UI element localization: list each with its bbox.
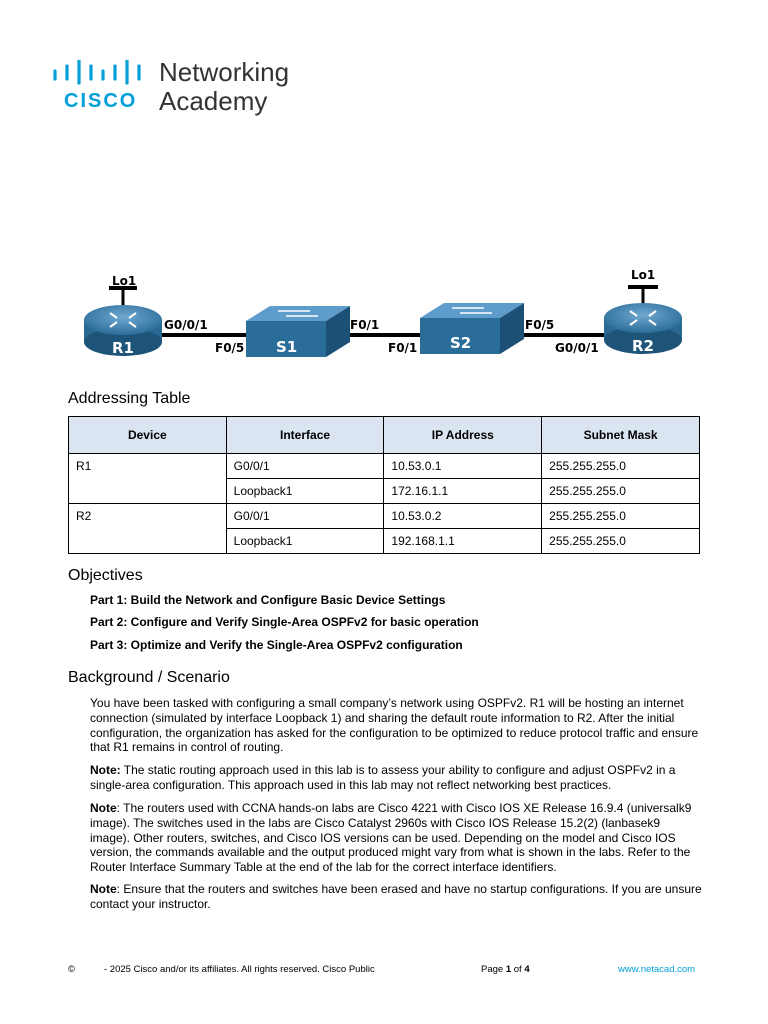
addressing-table-heading: Addressing Table (68, 390, 191, 407)
objective-part-1: Part 1: Build the Network and Configure Basic Device Settings (90, 593, 446, 607)
cell-interface: Loopback1 (226, 479, 384, 504)
table-row (69, 504, 700, 529)
column-header: Subnet Mask (542, 417, 700, 454)
switch-s1-icon (246, 306, 350, 357)
cell-mask: 255.255.255.0 (542, 479, 700, 504)
objective-part-2: Part 2: Configure and Verify Single-Area OSPFv2 for basic operation (90, 615, 479, 629)
note-text: : Ensure that the routers and switches have been erased and have no startup configurations. If you are unsure contact your instructor. (90, 882, 702, 911)
cell-device: R2 (69, 504, 227, 529)
note-label: Note: (90, 763, 121, 777)
cell-ip: 172.16.1.1 (384, 479, 542, 504)
addressing-table (68, 416, 700, 554)
cisco-wordmark: CISCO (64, 90, 138, 112)
cell-ip: 10.53.0.2 (384, 504, 542, 529)
note-erase (90, 882, 702, 912)
router-r2-label: R2 (632, 337, 654, 355)
port-s1-f05: F0/5 (215, 341, 245, 355)
note-text: The static routing approach used in this lab is to assess your ability to configure and adjust OSPFv2 in a single-area configuration. This approach used in this lab may not reflect networking best practices. (90, 763, 676, 792)
column-header: IP Address (384, 417, 542, 454)
table-header-row (69, 417, 700, 454)
cell-device: R1 (69, 454, 227, 479)
table-row (69, 529, 700, 554)
cell-mask: 255.255.255.0 (542, 529, 700, 554)
logo-networking: Networking (159, 57, 290, 87)
r1-loopback-label: Lo1 (112, 274, 137, 288)
cell-mask: 255.255.255.0 (542, 454, 700, 479)
column-header: Device (69, 417, 227, 454)
table-row (69, 454, 700, 479)
cell-interface: G0/0/1 (226, 454, 384, 479)
port-s1-f01: F0/1 (350, 318, 380, 332)
note-static-routing (90, 763, 702, 793)
cisco-bars-icon (52, 60, 147, 86)
cell-device (69, 529, 227, 554)
note-label: Note (90, 882, 117, 896)
switch-s2-label: S2 (450, 334, 472, 352)
netacad-link[interactable]: www.netacad.com (618, 964, 696, 975)
logo-academy: Academy (159, 86, 268, 116)
cell-ip: 10.53.0.1 (384, 454, 542, 479)
r1-loopback-icon (109, 288, 137, 305)
cell-mask: 255.255.255.0 (542, 504, 700, 529)
objectives-heading: Objectives (68, 567, 143, 584)
port-s2-f01: F0/1 (388, 341, 418, 355)
port-r1-g001: G0/0/1 (164, 318, 208, 332)
cisco-networking-academy-logo (52, 58, 312, 118)
copyright-text: - 2025 Cisco and/or its affiliates. All rights reserved. Cisco Public (104, 964, 375, 975)
table-row (69, 479, 700, 504)
r2-loopback-label: Lo1 (631, 268, 656, 282)
background-heading: Background / Scenario (68, 669, 230, 686)
r2-loopback-icon (628, 287, 658, 303)
note-label: Note (90, 801, 117, 815)
network-topology-diagram (60, 255, 700, 370)
port-s2-f05: F0/5 (525, 318, 555, 332)
page-number: Page 1 of 4 (481, 964, 530, 975)
cell-device (69, 479, 227, 504)
cell-interface: Loopback1 (226, 529, 384, 554)
switch-s1-label: S1 (276, 338, 298, 356)
objective-part-3: Part 3: Optimize and Verify the Single-Area OSPFv2 configuration (90, 638, 463, 652)
background-paragraph: You have been tasked with configuring a small company’s network using OSPFv2. R1 will be hosting an internet connection (simulated by interface Loopback 1) and sharing the default route information to R2. After the initial configuration, the organization has asked for the configuration to be optimized to reduce protocol traffic and ensure that R1 remains in control of routing. (90, 696, 699, 755)
port-r2-g001: G0/0/1 (555, 341, 599, 355)
cell-interface: G0/0/1 (226, 504, 384, 529)
column-header: Interface (226, 417, 384, 454)
note-equipment (90, 801, 702, 875)
note-text: : The routers used with CCNA hands-on labs are Cisco 4221 with Cisco IOS XE Release 16.9.4 (universalk9 image). The switches used in the labs are Cisco Catalyst 2960s with Cisco IOS Release 15.2(2) (lanbasek9 image). Other routers, switches, and Cisco IOS versions can be used. Depending on the model and Cisco IOS version, the commands available and the output produced might vary from what is shown in the labs. Refer to the Router Interface Summary Table at the end of the lab for the correct interface identifiers. (90, 801, 692, 875)
cell-ip: 192.168.1.1 (384, 529, 542, 554)
copyright-symbol: © (68, 964, 75, 975)
switch-s2-icon (420, 303, 524, 354)
router-r1-label: R1 (112, 339, 134, 357)
